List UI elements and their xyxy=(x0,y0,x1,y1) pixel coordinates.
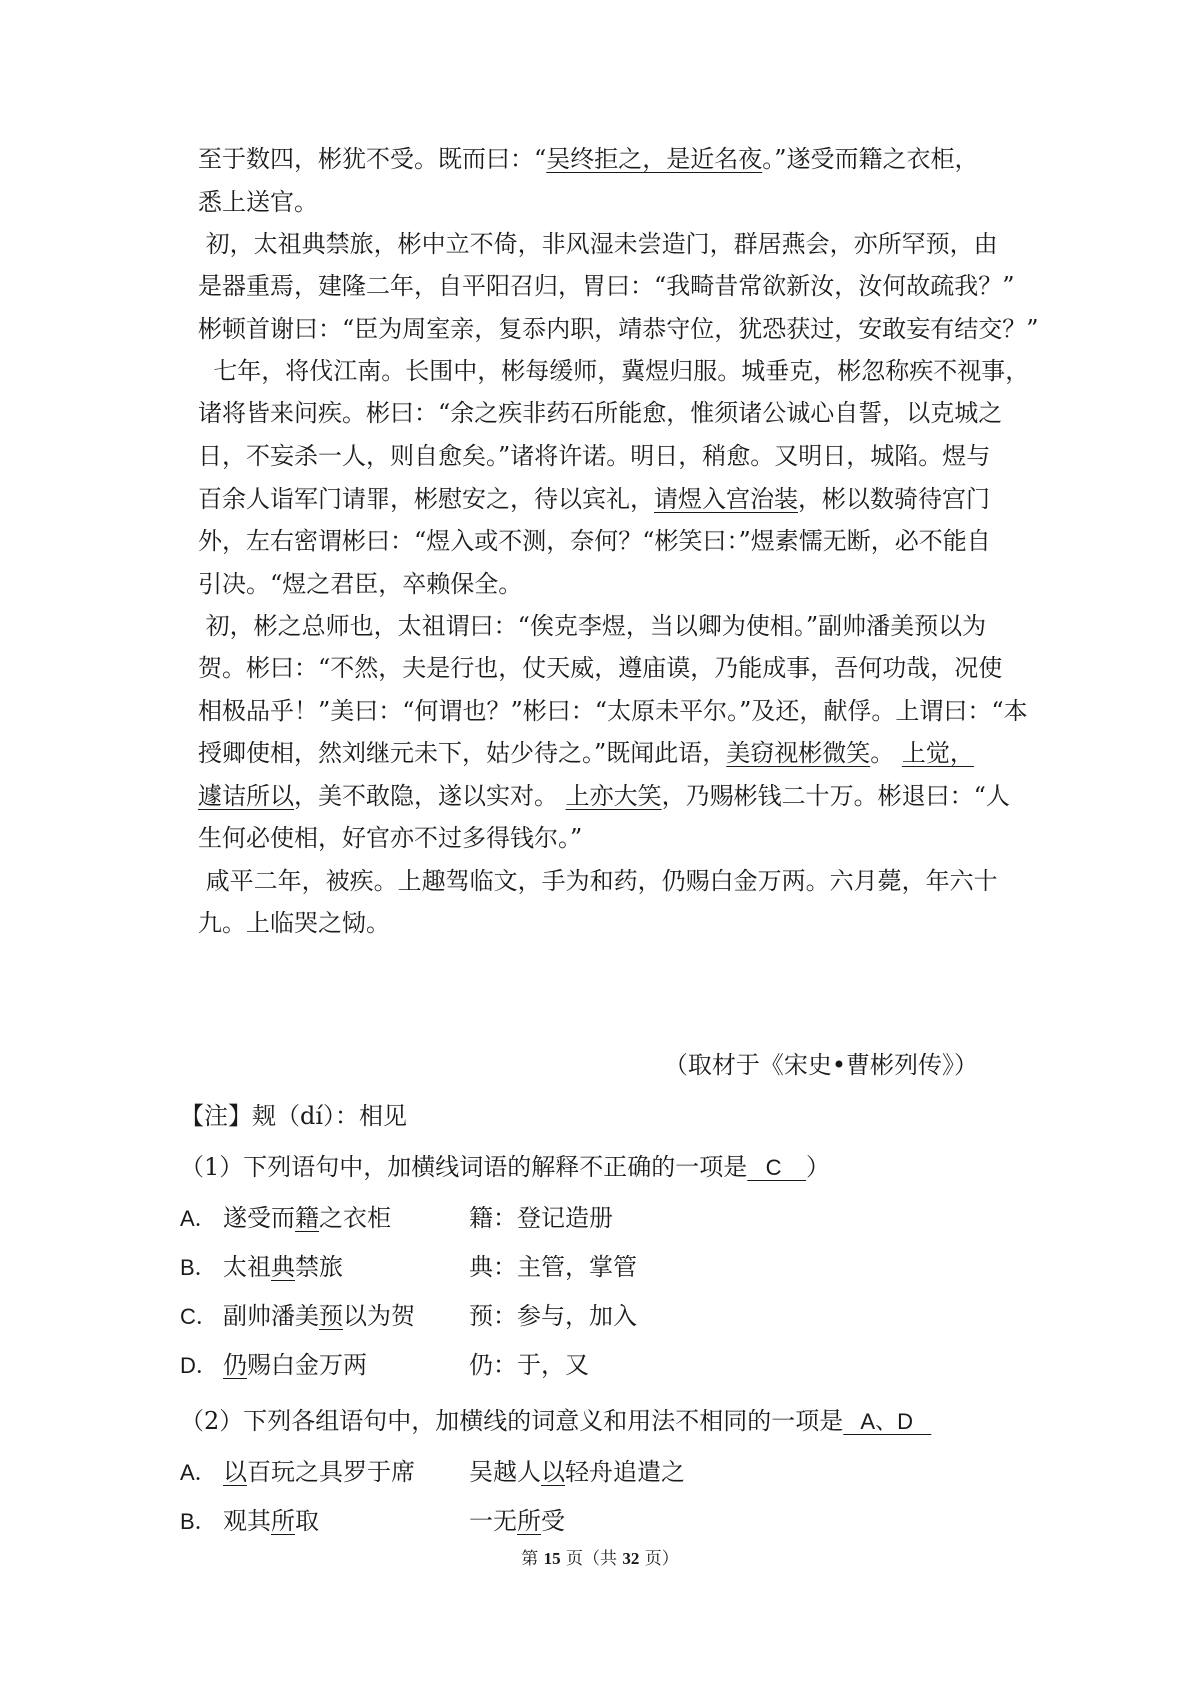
underlined-phrase: 吴终拒之，是近名夜 xyxy=(546,145,763,173)
passage-line xyxy=(198,866,998,896)
option-letter: A． xyxy=(180,1460,217,1485)
option-letter: A． xyxy=(180,1206,217,1231)
question-1-prompt xyxy=(180,1152,830,1183)
underlined-word: 以 xyxy=(541,1458,565,1486)
option-letter: C． xyxy=(180,1304,218,1329)
passage-line xyxy=(198,908,390,938)
underlined-word: 仍 xyxy=(223,1351,247,1379)
option-gloss: 籍：登记造册 xyxy=(469,1204,613,1232)
passage-text: 百余人诣军门请罪，彬慰安之，待以宾礼， xyxy=(198,485,654,513)
question-1-text: （1）下列语句中，加横线词语的解释不正确的一项是 xyxy=(180,1153,748,1181)
passage-text: 。”遂受而籍之衣柜， xyxy=(762,145,979,173)
passage-text: 贺。彬曰：“不然，夫是行也，仗天威，遵庙谟，乃能成事，吾何功哉，况使 xyxy=(198,654,1003,682)
passage-line xyxy=(198,569,522,599)
option-gloss: 仍：于，又 xyxy=(469,1351,589,1379)
passage-line xyxy=(198,271,1015,301)
passage-text: ，美不敢隐，遂以实对。 xyxy=(294,782,566,810)
option-text: 以为贺 xyxy=(343,1302,415,1330)
passage-text: 是器重焉，建隆二年，自平阳召归，胃曰：“我畸昔常欲新汝，汝何故疏我？” xyxy=(198,272,1015,300)
passage-text: 诸将皆来问疾。彬曰：“余之疾非药石所能愈，惟须诸公诚心自誓，以克城之 xyxy=(198,399,1003,427)
option-text: 遂受而 xyxy=(223,1204,295,1232)
option-text: 禁旅 xyxy=(295,1253,343,1281)
passage-text: 生何必使相，好官亦不过多得钱尔。” xyxy=(198,824,583,852)
underlined-word: 所 xyxy=(271,1507,295,1535)
passage-line xyxy=(198,398,1002,428)
underlined-phrase: 遽诘所以 xyxy=(198,782,294,810)
option-text: 百玩之具罗于席 xyxy=(247,1458,415,1486)
question-1-option xyxy=(180,1203,613,1234)
option-text: 太祖 xyxy=(223,1253,271,1281)
passage-line xyxy=(198,314,1039,344)
underlined-word: 所 xyxy=(517,1507,541,1535)
footer-total-pages: 32 xyxy=(622,1549,640,1568)
option-text: 一无 xyxy=(469,1507,517,1535)
option-gloss: 典：主管，掌管 xyxy=(469,1253,637,1281)
option-text: 取 xyxy=(295,1507,319,1535)
question-2-option xyxy=(180,1457,685,1488)
underlined-phrase: 上亦大笑 xyxy=(565,782,662,810)
question-1-answer: C xyxy=(747,1155,806,1180)
option-compare-sentence xyxy=(469,1506,565,1536)
underlined-word: 以 xyxy=(223,1458,247,1486)
passage-text: ，彬以数骑待宫门 xyxy=(798,485,990,513)
option-text: 吴越人 xyxy=(469,1458,541,1486)
option-gloss: 预：参与，加入 xyxy=(469,1302,637,1330)
passage-line xyxy=(198,144,979,174)
option-text: 观其 xyxy=(223,1507,271,1535)
passage-line xyxy=(198,229,998,259)
passage-text: 日，不妄杀一人，则自愈矣。”诸将许诺。明日，稍愈。又明日，城陷。煜与 xyxy=(198,442,991,470)
question-1-option xyxy=(180,1350,589,1381)
passage-text: 九。上临哭之恸。 xyxy=(198,909,390,937)
question-2-option xyxy=(180,1506,565,1537)
passage-line xyxy=(198,441,990,471)
passage-text: 初，太祖典禁旅，彬中立不倚，非风湿未尝造门，群居燕会，亦所罕预，由 xyxy=(198,230,998,258)
passage-line xyxy=(198,187,318,217)
question-2-prompt xyxy=(180,1406,931,1437)
option-text: 副帅潘美 xyxy=(223,1302,319,1330)
option-text: 赐白金万两 xyxy=(247,1351,367,1379)
underlined-word: 典 xyxy=(271,1253,295,1281)
passage-text: 悉上送官。 xyxy=(198,188,318,216)
underlined-phrase: 请煜入宫治装 xyxy=(654,485,798,513)
option-letter: D． xyxy=(180,1353,218,1378)
option-letter: B． xyxy=(180,1509,217,1534)
underlined-phrase: 美窃视彬微笑 xyxy=(726,739,871,767)
footer-suffix: 页） xyxy=(639,1549,679,1569)
passage-text: 至于数四，彬犹不受。既而曰：“ xyxy=(198,145,547,173)
passage-line xyxy=(198,781,1010,811)
passage-line xyxy=(198,738,974,768)
question-1-option xyxy=(180,1252,637,1283)
annotation-note: 【注】觌（dí）：相见 xyxy=(180,1102,408,1130)
question-2-answer: A、D xyxy=(843,1409,932,1434)
passage-text: 。 xyxy=(870,739,902,767)
passage-line xyxy=(198,611,986,641)
passage-text: 授卿使相，然刘继元未下，姑少待之。”既闻此语， xyxy=(198,739,727,767)
question-1-option xyxy=(180,1301,637,1332)
question-2-text: （2）下列各组语句中，加横线的词意义和用法不相同的一项是 xyxy=(180,1407,844,1435)
passage-line xyxy=(198,526,991,556)
passage-line xyxy=(198,356,1029,386)
passage-text: 初，彬之总师也，太祖谓曰：“俟克李煜，当以卿为使相。”副帅潘美预以为 xyxy=(198,612,987,640)
passage-text: 七年，将伐江南。长围中，彬每缓师，冀煜归服。城垂克，彬忽称疾不视事， xyxy=(198,357,1030,385)
option-text: 受 xyxy=(541,1507,565,1535)
source-citation: （取材于《宋史•曹彬列传》） xyxy=(663,1051,978,1079)
underlined-word: 预 xyxy=(319,1302,343,1330)
passage-text: 咸平二年，被疾。上趣驾临文，手为和药，仍赐白金万两。六月薨，年六十 xyxy=(198,867,998,895)
passage-text: 外，左右密谓彬曰：“煜入或不测，奈何？“彬笑曰：”煜素懦无断，必不能自 xyxy=(198,527,991,555)
passage-text: 引决。“煜之君臣，卒赖保全。 xyxy=(198,570,523,598)
passage-text: 相极品乎！”美曰：“何谓也？”彬曰：“太原未平尔。”及还，献俘。上谓曰：“本 xyxy=(198,697,1028,725)
footer-page-number: 15 xyxy=(543,1549,561,1568)
passage-line xyxy=(198,653,1002,683)
passage-text: 彬顿首谢曰：“臣为周室亲，复忝内职，靖恭守位，犹恐获过，安敢妄有结交？” xyxy=(198,315,1039,343)
footer-middle: 页（共 xyxy=(560,1549,623,1569)
passage-line xyxy=(198,484,990,514)
passage-line xyxy=(198,823,582,853)
footer-prefix: 第 xyxy=(521,1549,544,1569)
option-text: 轻舟追遣之 xyxy=(565,1458,685,1486)
passage-line xyxy=(198,696,1028,726)
option-letter: B． xyxy=(180,1255,217,1280)
page-footer xyxy=(0,1548,1200,1570)
underlined-word: 籍 xyxy=(295,1204,319,1232)
passage-text: ，乃赐彬钱二十万。彬退曰：“人 xyxy=(661,782,1010,810)
option-text: 之衣柜 xyxy=(319,1204,391,1232)
option-compare-sentence xyxy=(469,1457,685,1487)
question-1-close: ） xyxy=(805,1153,830,1181)
underlined-phrase: 上觉， xyxy=(901,739,974,767)
